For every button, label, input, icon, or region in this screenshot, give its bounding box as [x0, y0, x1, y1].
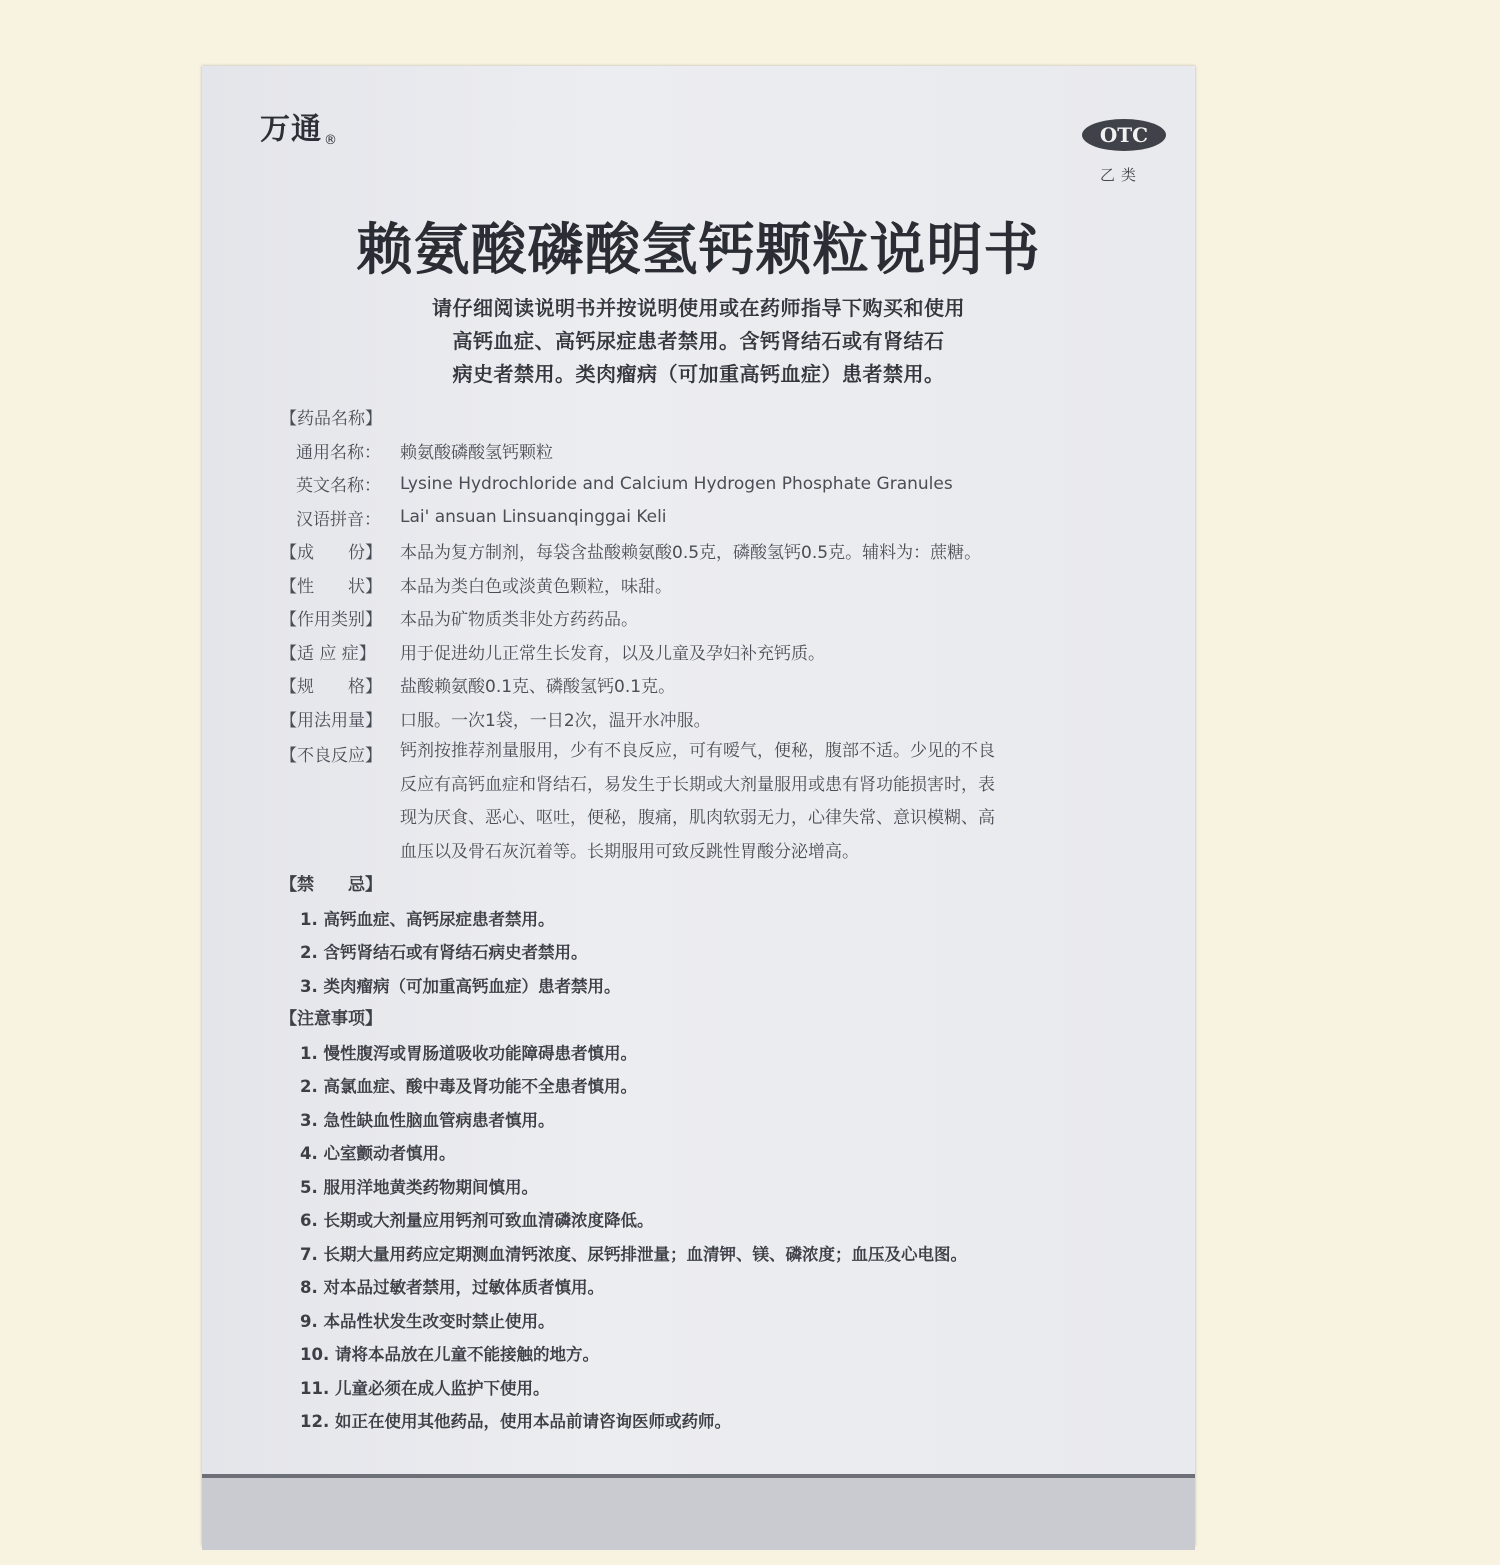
field-label: 【不良反应】 — [280, 746, 382, 766]
field-label: 汉语拼音： — [296, 509, 381, 530]
field-label: 【性 状】 — [280, 576, 382, 597]
brand-logo — [260, 104, 338, 148]
field-row — [280, 534, 1130, 568]
pinyin-row — [280, 501, 1130, 535]
warning-block — [202, 292, 1195, 391]
warning-line: 高钙血症、高钙尿症患者禁用。含钙肾结石或有肾结石 — [452, 329, 945, 353]
registered-mark: ® — [324, 133, 338, 148]
document-title: 赖氨酸磷酸氢钙颗粒说明书 — [356, 217, 1041, 283]
field-value: 本品为类白色或淡黄色颗粒，味甜。 — [400, 576, 672, 597]
warning-line: 病史者禁用。类肉瘤病（可加重高钙血症）患者禁用。 — [452, 362, 945, 386]
field-label: 通用名称： — [296, 442, 381, 463]
generic-name-row — [280, 434, 1130, 468]
text-line: 反应有高钙血症和肾结石，易发生于长期或大剂量服用或患有肾功能损害时，表 — [400, 774, 995, 795]
field-value: 赖氨酸磷酸氢钙颗粒 — [400, 442, 553, 463]
precautions-heading: 【注意事项】 — [280, 1009, 382, 1029]
list-item: 1. 慢性腹泻或胃肠道吸收功能障碍患者慎用。 — [300, 1043, 637, 1063]
leaflet-content — [280, 400, 1130, 1439]
field-label: 【成 份】 — [280, 543, 382, 564]
field-value: 口服。一次1袋，一日2次，温开水冲服。 — [400, 710, 711, 731]
list-item: 9. 本品性状发生改变时禁止使用。 — [300, 1311, 555, 1331]
list-item: 7. 长期大量用药应定期测血清钙浓度、尿钙排泄量；血清钾、镁、磷浓度；血压及心电图。 — [300, 1244, 967, 1264]
section-heading: 【药品名称】 — [280, 409, 382, 430]
paper-bottom-edge — [202, 1474, 1195, 1550]
field-value: 本品为复方制剂，每袋含盐酸赖氨酸0.5克，磷酸氢钙0.5克。辅料为：蔗糖。 — [400, 543, 982, 564]
field-value: Lysine Hydrochloride and Calcium Hydrogen Phosphate Granules — [400, 473, 953, 494]
field-label: 【作用类别】 — [280, 610, 382, 631]
list-item: 4. 心室颤动者慎用。 — [300, 1144, 456, 1163]
field-row — [280, 568, 1130, 602]
field-value: 用于促进幼儿正常生长发育，以及儿童及孕妇补充钙质。 — [400, 643, 825, 664]
field-label: 【规 格】 — [280, 677, 382, 698]
list-item: 3. 类肉瘤病（可加重高钙血症）患者禁用。 — [300, 976, 621, 996]
list-item: 10. 请将本品放在儿童不能接触的地方。 — [300, 1345, 599, 1364]
list-item: 6. 长期或大剂量应用钙剂可致血清磷浓度降低。 — [300, 1211, 654, 1230]
list-item: 5. 服用洋地黄类药物期间慎用。 — [300, 1177, 538, 1197]
text-line: 现为厌食、恶心、呕吐，便秘，腹痛，肌肉软弱无力，心律失常、意识模糊、高 — [400, 808, 995, 828]
english-name-row — [280, 467, 1130, 501]
text-line: 血压以及骨石灰沉着等。长期服用可致反跳性胃酸分泌增高。 — [400, 841, 859, 862]
list-item: 3. 急性缺血性脑血管病患者慎用。 — [300, 1110, 555, 1130]
field-value: Lai' ansuan Linsuanqinggai Keli — [400, 507, 667, 528]
list-item: 2. 高氯血症、酸中毒及肾功能不全患者慎用。 — [300, 1077, 637, 1096]
drug-name-heading-row — [280, 400, 1130, 434]
text-line: 钙剂按推荐剂量服用，少有不良反应，可有嗳气，便秘，腹部不适。少见的不良 — [400, 741, 995, 761]
field-label: 【适 应 症】 — [280, 643, 376, 664]
list-item: 12. 如正在使用其他药品，使用本品前请咨询医师或药师。 — [300, 1412, 731, 1431]
contraindications-heading: 【禁 忌】 — [280, 875, 382, 895]
field-value: 盐酸赖氨酸0.1克、磷酸氢钙0.1克。 — [400, 677, 676, 698]
field-row — [280, 601, 1130, 635]
instruction-leaflet — [202, 66, 1195, 1546]
brand-name: 万通 — [260, 112, 322, 147]
list-item: 2. 含钙肾结石或有肾结石病史者禁用。 — [300, 943, 588, 962]
field-value: 本品为矿物质类非处方药药品。 — [400, 610, 638, 631]
otc-badge: OTC — [1082, 119, 1166, 151]
field-row — [280, 702, 1130, 736]
list-item: 8. 对本品过敏者禁用，过敏体质者慎用。 — [300, 1278, 604, 1297]
otc-class-label: 乙类 — [1100, 166, 1143, 184]
field-label: 英文名称： — [296, 476, 381, 497]
adverse-reactions-text — [400, 735, 995, 869]
field-label: 【用法用量】 — [280, 710, 382, 731]
list-item: 1. 高钙血症、高钙尿症患者禁用。 — [300, 909, 555, 929]
field-row — [280, 635, 1130, 669]
warning-line: 请仔细阅读说明书并按说明使用或在药师指导下购买和使用 — [432, 296, 965, 320]
adverse-reactions-section — [280, 735, 1130, 869]
list-item: 11. 儿童必须在成人监护下使用。 — [300, 1378, 550, 1398]
field-row — [280, 668, 1130, 702]
